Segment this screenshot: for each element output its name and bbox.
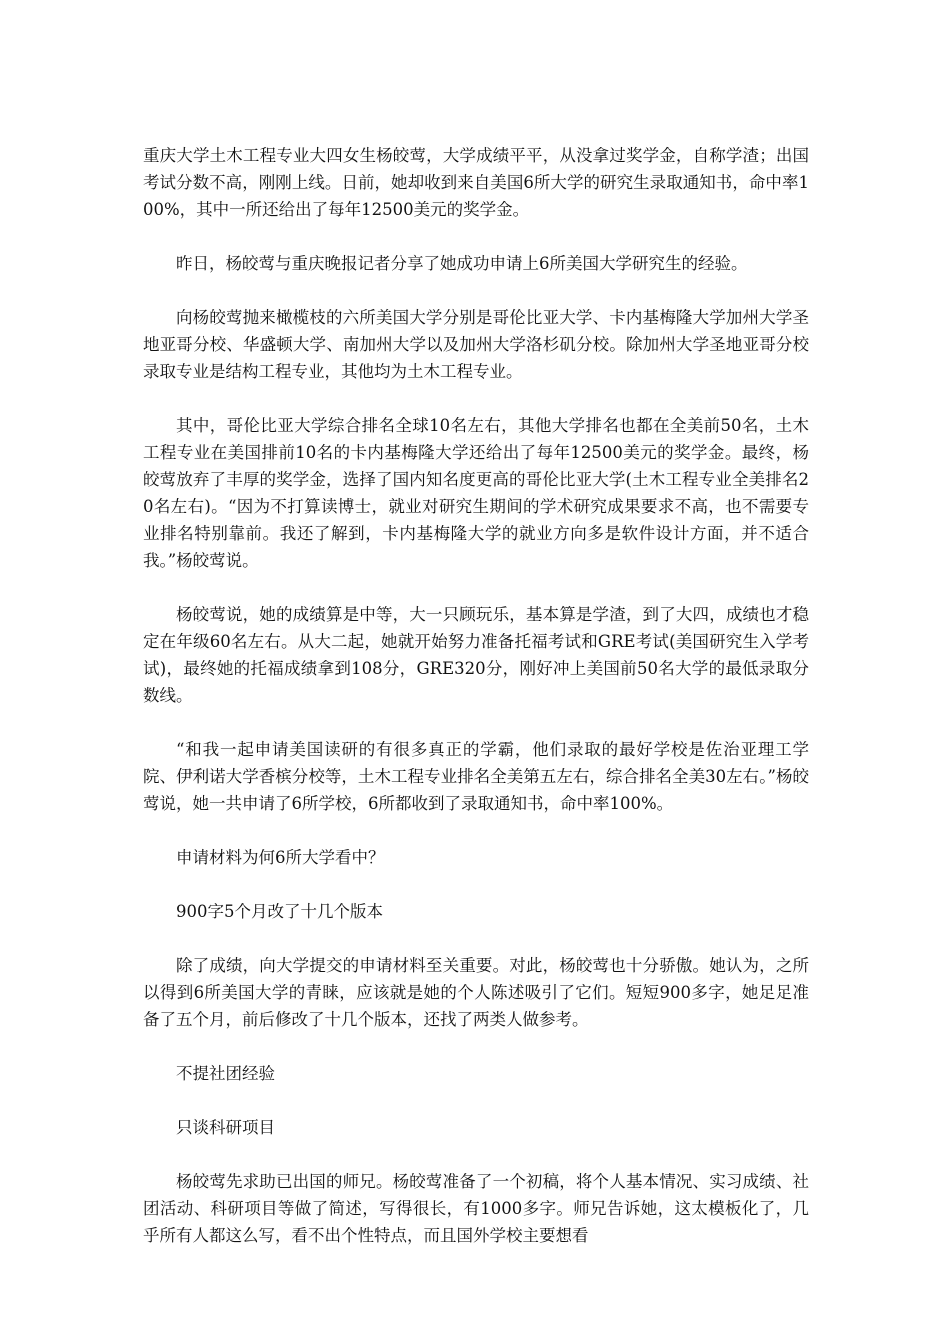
paragraph-experience-share: 昨日，杨皎莺与重庆晚报记者分享了她成功申请上6所美国大学研究生的经验。 xyxy=(176,254,748,273)
paragraph-universities: 向杨皎莺抛来橄榄枝的六所美国大学分别是哥伦比亚大学、卡内基梅隆大学加州大学圣地亚哥分校、华盛顿大学、南加州大学以及加州大学洛杉矶分校。除加州大学圣地亚哥分校录取专业是结构工程专业，其他均为土木工程专业。 xyxy=(143,308,809,381)
paragraph-rankings: 其中，哥伦比亚大学综合排名全球10名左右，其他大学排名也都在全美前50名，土木工程专业在美国排前10名的卡内基梅隆大学还给出了每年12500美元的奖学金。最终，杨皎莺放弃了丰厚的奖学金，选择了国内知名度更高的哥伦比亚大学(土木工程专业全美排名20名左右)。“因为不打算读博士，就业对研究生期间的学术研究成果要求不高，也不需要专业排名特别靠前。我还了解到，卡内基梅隆大学的就业方向多是软件设计方面，并不适合我。”杨皎莺说。 xyxy=(143,416,809,570)
document-page xyxy=(143,142,809,1249)
paragraph-senior-advice: 杨皎莺先求助已出国的师兄。杨皎莺准备了一个初稿，将个人基本情况、实习成绩、社团活动、科研项目等做了简述，写得很长，有1000多字。师兄告诉她，这太模板化了，几乎所有人都这么写，看不出个性特点，而且国外学校主要想看 xyxy=(143,1172,809,1245)
paragraph-statement: 除了成绩，向大学提交的申请材料至关重要。对此，杨皎莺也十分骄傲。她认为，之所以得到6所美国大学的青睐，应该就是她的个人陈述吸引了它们。短短900多字，她足足准备了五个月，前后修改了十几个版本，还找了两类人做参考。 xyxy=(143,956,809,1029)
subheading-research: 只谈科研项目 xyxy=(176,1118,275,1137)
paragraph-quote: “和我一起申请美国读研的有很多真正的学霸，他们录取的最好学校是佐治亚理工学院、伊利诺大学香槟分校等，土木工程专业排名全美第五左右，综合排名全美30左右。”杨皎莺说，她一共申请了6所学校，6所都收到了录取通知书，命中率100%。 xyxy=(143,740,809,813)
subheading-versions: 900字5个月改了十几个版本 xyxy=(176,902,383,921)
paragraph-intro: 重庆大学土木工程专业大四女生杨皎莺，大学成绩平平，从没拿过奖学金，自称学渣；出国考试分数不高，刚刚上线。日前，她却收到来自美国6所大学的研究生录取通知书，命中率100%，其中一所还给出了每年12500美元的奖学金。 xyxy=(143,146,809,219)
subheading-no-clubs: 不提社团经验 xyxy=(176,1064,275,1083)
subheading-materials: 申请材料为何6所大学看中？ xyxy=(176,848,385,867)
paragraph-scores: 杨皎莺说，她的成绩算是中等，大一只顾玩乐，基本算是学渣，到了大四，成绩也才稳定在年级60名左右。从大二起，她就开始努力准备托福考试和GRE考试(美国研究生入学考试)，最终她的托福成绩拿到108分，GRE320分，刚好冲上美国前50名大学的最低录取分数线。 xyxy=(143,605,809,705)
